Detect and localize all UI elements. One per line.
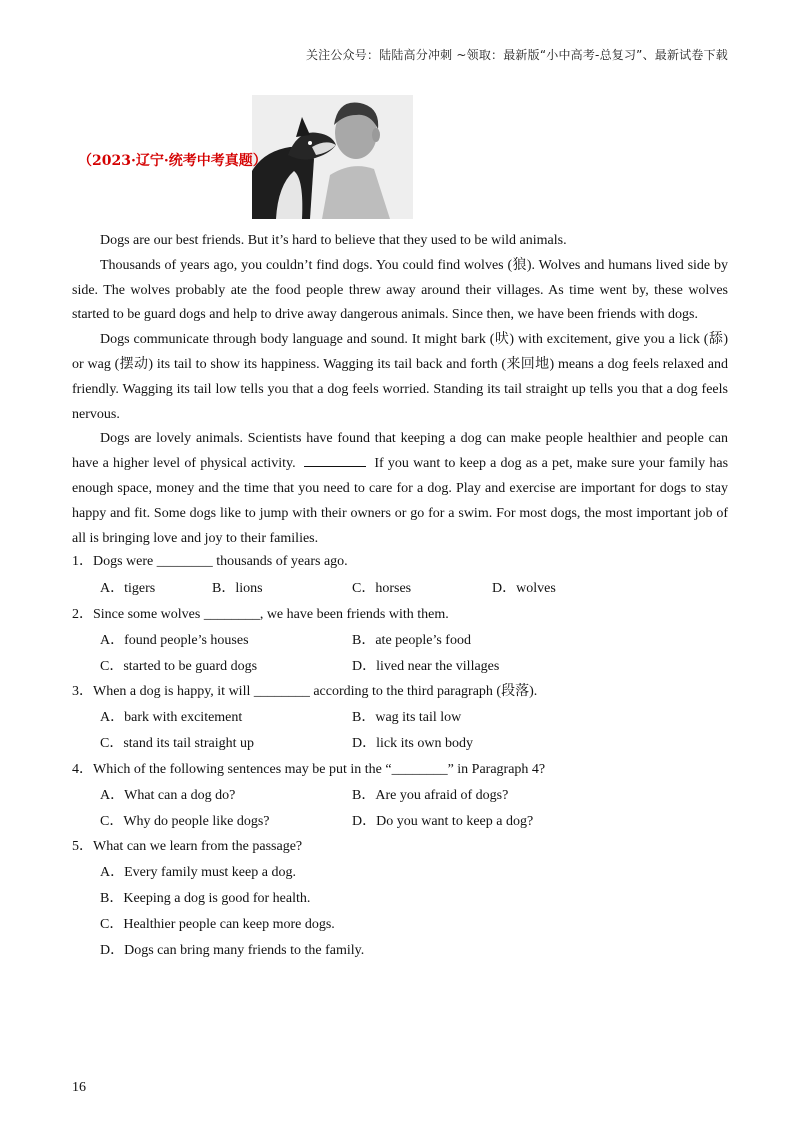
q4-option-d[interactable]: D．Do you want to keep a dog? xyxy=(352,814,534,829)
q3-option-a[interactable]: A．bark with excitement xyxy=(100,710,243,725)
source-tag: （2023·辽宁·统考中考真题） xyxy=(78,153,267,169)
question-1: 1．Dogs were ________ thousands of years ago. xyxy=(72,554,348,569)
q5-option-b[interactable]: B．Keeping a dog is good for health. xyxy=(100,891,311,906)
q2-option-b[interactable]: B．ate people’s food xyxy=(352,633,471,648)
q4-option-a[interactable]: A．What can a dog do? xyxy=(100,788,236,803)
q5-option-d[interactable]: D．Dogs can bring many friends to the family. xyxy=(100,943,365,958)
q2-option-c[interactable]: C．started to be guard dogs xyxy=(100,659,258,674)
paragraph-4-part-2: If you want to keep a dog as a pet, make sure your family has enough space, money and the time that you need to care for a dog. Play and exercise are important for dogs to stay happy and fit. Some dogs like to jump with their owners or go for a swim. For most dogs, the most important job of all is bringing love and joy to their families. xyxy=(72,456,729,546)
paragraph-4 xyxy=(72,427,728,551)
paragraph-2: Thousands of years ago, you couldn’t find dogs. You could find wolves (狼). Wolves and humans lived side by side. The wolves probably ate the food people threw away around their villages. As time went by, these wolves started to be guard dogs and help to drive away dangerous animals. Since then, we have been friends with dogs. xyxy=(72,257,728,323)
q1-option-b[interactable]: B．lions xyxy=(212,581,263,596)
q5-option-c[interactable]: C．Healthier people can keep more dogs. xyxy=(100,917,335,932)
paragraph-1: Dogs are our best friends. But it’s hard to believe that they used to be wild animals. xyxy=(100,233,567,248)
question-3: 3．When a dog is happy, it will ________ according to the third paragraph (段落). xyxy=(72,684,538,699)
question-5: 5．What can we learn from the passage? xyxy=(72,839,303,854)
q4-option-c[interactable]: C．Why do people like dogs? xyxy=(100,814,270,829)
page-number: 16 xyxy=(72,1080,86,1095)
q2-option-a[interactable]: A．found people’s houses xyxy=(100,633,249,648)
boy-and-dog-photo xyxy=(252,95,413,219)
q1-option-d[interactable]: D．wolves xyxy=(492,581,556,596)
q4-option-b[interactable]: B．Are you afraid of dogs? xyxy=(352,788,509,803)
q3-option-d[interactable]: D．lick its own body xyxy=(352,736,473,751)
q5-option-a[interactable]: A．Every family must keep a dog. xyxy=(100,865,296,880)
q2-option-d[interactable]: D．lived near the villages xyxy=(352,659,500,674)
reading-passage xyxy=(72,229,728,551)
paragraph-3: Dogs communicate through body language and sound. It might bark (吠) with excitement, give you a lick (舔) or wag (摆动) its tail to show its happiness. Wagging its tail back and forth (来回地) means a dog feels relaxed and friendly. Wagging its tail low tells you that a dog feels worried. Standing its tail straight up tells you that a dog feels nervous. xyxy=(72,332,728,422)
photo-illustration xyxy=(252,95,413,219)
q1-option-a[interactable]: A．tigers xyxy=(100,581,156,596)
question-2: 2．Since some wolves ________, we have been friends with them. xyxy=(72,607,449,622)
page-header: 关注公众号：陆陆高分冲刺 ~领取：最新版“小中高考-总复习”、最新试卷下载 xyxy=(305,48,728,62)
answer-blank xyxy=(304,452,366,467)
question-4: 4．Which of the following sentences may be put in the “________” in Paragraph 4? xyxy=(72,762,546,777)
q3-option-c[interactable]: C．stand its tail straight up xyxy=(100,736,254,751)
q3-option-b[interactable]: B．wag its tail low xyxy=(352,710,462,725)
q1-option-c[interactable]: C．horses xyxy=(352,581,412,596)
paragraph-4-part-1: Dogs are lovely animals. Scientists have found that keeping a dog can make people healthier and people can have a higher level of physical activity. xyxy=(72,431,728,472)
